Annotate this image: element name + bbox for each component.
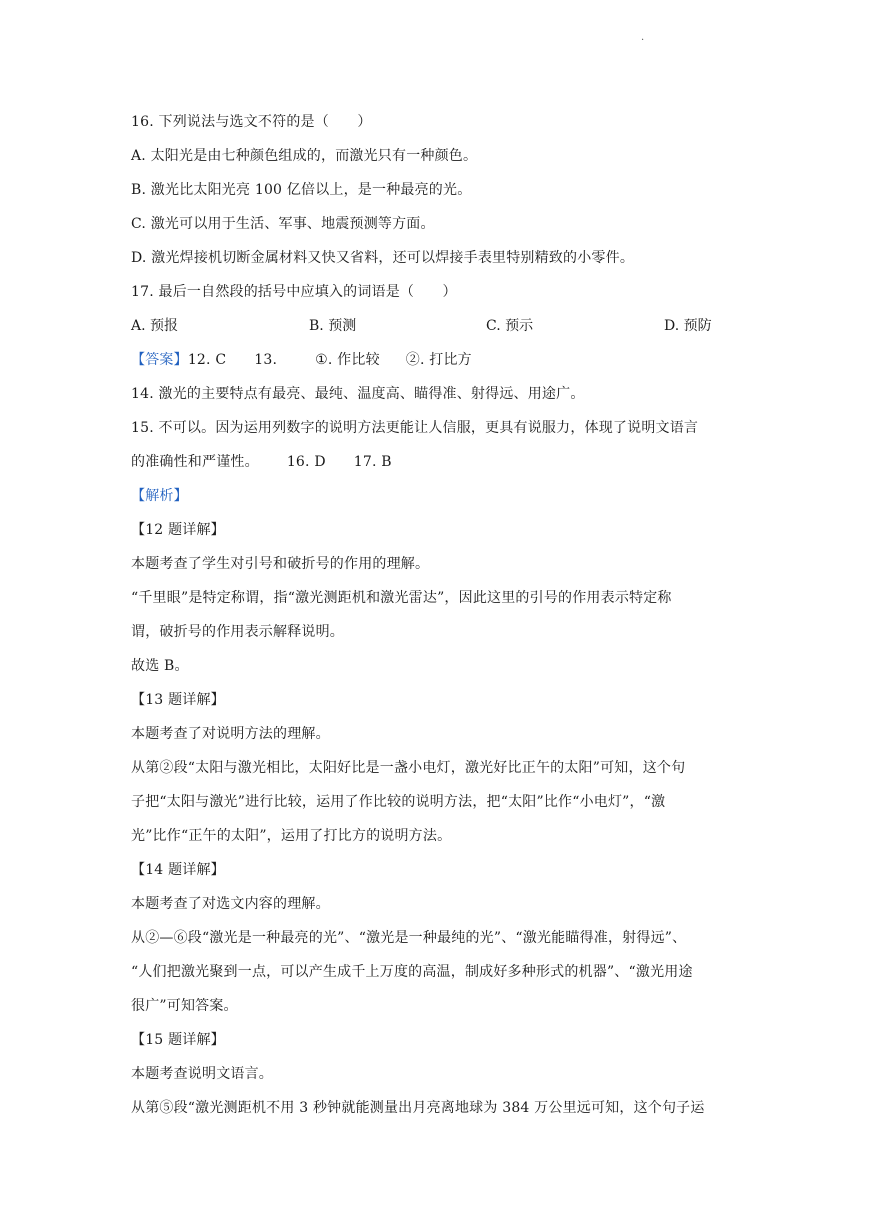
analysis-line: 很广”可知答案。 (131, 998, 238, 1014)
answer-tag: 【答案】 (131, 352, 188, 368)
analysis-line: 本题考查了对说明方法的理解。 (131, 726, 330, 742)
analysis-line: 【14 题详解】 (131, 862, 225, 878)
question-17-option-a: A. 预报 (131, 318, 179, 334)
answer-13-part-2: ②. 打比方 (405, 352, 472, 368)
question-17-options (131, 312, 741, 346)
analysis-line: 光”比作“正午的太阳”，运用了打比方的说明方法。 (131, 828, 452, 844)
analysis-line: 【15 题详解】 (131, 1032, 225, 1048)
question-16-option-b: B. 激光比太阳光亮 100 亿倍以上，是一种最亮的光。 (131, 182, 472, 198)
question-17-option-d: D. 预防 (664, 318, 712, 334)
analysis-tag: 【解析】 (131, 488, 188, 504)
analysis-line: 【12 题详解】 (131, 522, 225, 538)
answer-12: 12. C (187, 352, 227, 368)
answer-13-part-1: ①. 作比较 (315, 352, 380, 368)
analysis-line: 本题考查说明文语言。 (131, 1066, 273, 1082)
analysis-line: 故选 B。 (131, 658, 189, 674)
analysis-line: 从②—⑥段“激光是一种最亮的光”、“激光是一种最纯的光”、“激光能瞄得准，射得远”、 (131, 930, 687, 946)
analysis-line: 从第②段“太阳与激光相比，太阳好比是一盏小电灯，激光好比正午的太阳”可知，这个句 (131, 760, 686, 776)
answer-16: 16. D (286, 454, 326, 470)
answer-15-end: 的准确性和严谨性。 (131, 454, 259, 470)
question-16-option-c: C. 激光可以用于生活、军事、地震预测等方面。 (131, 216, 435, 232)
analysis-line: “人们把激光聚到一点，可以产生成千上万度的高温，制成好多种形式的机器”、“激光用途 (131, 964, 693, 980)
answer-13-label: 13. (254, 352, 278, 368)
question-17-option-c: C. 预示 (486, 318, 534, 334)
analysis-line: 本题考查了对选文内容的理解。 (131, 896, 330, 912)
question-17-option-b: B. 预测 (309, 318, 357, 334)
header-dot: . (641, 32, 645, 43)
answer-line-1 (131, 346, 741, 380)
answer-line-4 (131, 448, 741, 482)
question-16-option-a: A. 太阳光是由七种颜色组成的，而激光只有一种颜色。 (131, 148, 478, 164)
question-17-stem: 17. 最后一自然段的括号中应填入的词语是（ ） (131, 284, 457, 300)
question-16-stem: 16. 下列说法与选文不符的是（ ） (131, 114, 372, 130)
analysis-line: 子把“太阳与激光”进行比较，运用了作比较的说明方法，把“太阳”比作“小电灯”，“激 (131, 794, 666, 810)
document-body (131, 108, 741, 1128)
analysis-line: 本题考查了学生对引号和破折号的作用的理解。 (131, 556, 430, 572)
answer-line-2: 14. 激光的主要特点有最亮、最纯、温度高、瞄得准、射得远、用途广。 (131, 386, 585, 402)
analysis-line: 谓，破折号的作用表示解释说明。 (131, 624, 344, 640)
analysis-line: 从第⑤段“激光测距机不用 3 秒钟就能测量出月亮离地球为 384 万公里远可知，这个句子运 (131, 1100, 705, 1116)
question-16-option-d: D. 激光焊接机切断金属材料又快又省料，还可以焊接手表里特别精致的小零件。 (131, 250, 635, 266)
answer-17: 17. B (353, 454, 392, 470)
answer-line-3: 15. 不可以。因为运用列数字的说明方法更能让人信服，更具有说服力，体现了说明文语言 (131, 420, 699, 436)
analysis-line: 【13 题详解】 (131, 692, 225, 708)
analysis-line: “千里眼”是特定称谓，指“激光测距机和激光雷达”，因此这里的引号的作用表示特定称 (131, 590, 672, 606)
